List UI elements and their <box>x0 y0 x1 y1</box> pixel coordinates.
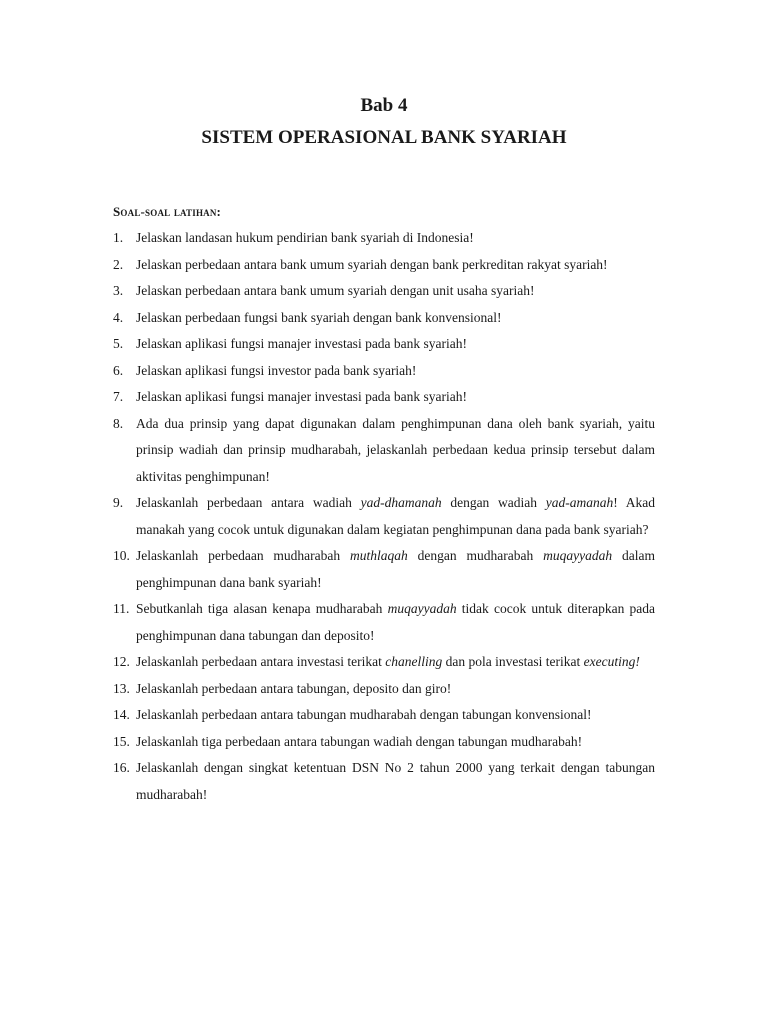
question-text <box>136 654 640 669</box>
question-item <box>113 411 655 491</box>
question-text-segment: Ada dua prinsip yang dapat digunakan dalam penghimpunan dana oleh bank syariah, yaitu prinsip wadiah dan prinsip mudharabah, jelaskanlah perbedaan kedua prinsip tersebut dalam aktivitas penghimpunan! <box>136 415 655 484</box>
question-text-segment: Jelaskan aplikasi fungsi manajer investasi pada bank syariah! <box>136 389 468 404</box>
question-text <box>136 257 608 272</box>
italic-term: muthlaqah <box>350 548 408 563</box>
italic-term: muqayyadah <box>387 601 457 616</box>
italic-term: executing! <box>583 654 640 669</box>
question-text-segment: Sebutkanlah tiga alasan kenapa mudharabah <box>136 601 388 616</box>
question-number: 10. <box>113 548 130 563</box>
section-heading: Soal-soal latihan: <box>113 204 222 219</box>
question-text-segment: Jelaskanlah perbedaan antara tabungan mudharabah dengan tabungan konvensional! <box>136 707 592 722</box>
question-number: 7. <box>113 389 124 404</box>
question-text <box>136 495 655 537</box>
question-item <box>113 331 655 358</box>
question-number: 13. <box>113 680 130 696</box>
page-title: SISTEM OPERASIONAL BANK SYARIAH <box>201 127 567 148</box>
question-number: 4. <box>113 309 124 325</box>
question-item <box>113 490 655 543</box>
question-text <box>136 601 655 643</box>
question-text-segment: dalam penghimpunan dana bank syariah! <box>136 548 655 590</box>
question-number: 3. <box>113 283 124 298</box>
question-number: 11. <box>113 601 130 616</box>
question-text <box>136 363 416 378</box>
question-number: 14. <box>113 707 130 722</box>
question-number: 1. <box>113 230 124 245</box>
question-item <box>113 305 655 332</box>
question-item <box>113 596 655 649</box>
question-text <box>136 336 467 351</box>
question-item <box>113 729 655 756</box>
question-item <box>113 358 655 385</box>
question-item <box>113 676 655 703</box>
question-text-segment: Jelaskanlah dengan singkat ketentuan DSN No 2 tahun 2000 yang terkait dengan tabungan mudharabah! <box>136 760 655 802</box>
question-text-segment: Jelaskan perbedaan antara bank umum syariah dengan unit usaha syariah! <box>136 283 535 298</box>
question-text <box>136 230 474 245</box>
question-item <box>113 543 655 596</box>
question-text-segment: Jelaskanlah perbedaan antara investasi terikat <box>136 654 386 669</box>
question-text-segment: Jelaskanlah perbedaan antara wadiah <box>136 495 361 510</box>
question-text-segment: Jelaskan perbedaan fungsi bank syariah dengan bank konvensional! <box>136 309 502 325</box>
question-item <box>113 702 655 729</box>
question-item <box>113 384 655 411</box>
question-text <box>136 310 502 325</box>
question-list <box>113 225 655 808</box>
question-item <box>113 649 655 676</box>
italic-term: yad-amanah <box>545 495 614 510</box>
question-number: 5. <box>113 336 124 351</box>
question-text-segment: ! Akad manakah yang cocok untuk digunakan dalam kegiatan penghimpunan dana pada bank syariah? <box>136 495 655 537</box>
question-text <box>136 548 655 590</box>
question-number: 15. <box>113 733 130 749</box>
question-number: 6. <box>113 362 124 378</box>
question-item <box>113 252 655 279</box>
italic-term: muqayyadah <box>543 548 613 563</box>
chapter-label: Bab 4 <box>360 95 408 116</box>
question-item <box>113 278 655 305</box>
question-text-segment: Jelaskanlah perbedaan mudharabah <box>136 548 351 563</box>
question-text <box>136 389 467 404</box>
question-text <box>136 760 655 802</box>
question-number: 16. <box>113 760 130 775</box>
italic-term: chanelling <box>385 654 443 669</box>
question-text-segment: Jelaskanlah perbedaan antara tabungan, deposito dan giro! <box>136 680 452 696</box>
question-text-segment: dan pola investasi terikat <box>442 654 584 669</box>
question-number: 9. <box>113 495 124 510</box>
question-text-segment: Jelaskanlah tiga perbedaan antara tabungan wadiah dengan tabungan mudharabah! <box>136 733 583 749</box>
question-item <box>113 755 655 808</box>
question-text-segment: Jelaskan landasan hukum pendirian bank syariah di Indonesia! <box>136 230 474 245</box>
question-text <box>136 416 655 484</box>
question-text <box>136 734 582 749</box>
question-text <box>136 707 591 722</box>
question-number: 2. <box>113 256 124 272</box>
question-text-segment: dengan mudharabah <box>407 548 544 563</box>
question-text <box>136 283 534 298</box>
question-text-segment: dengan wadiah <box>441 495 546 510</box>
question-text-segment: Jelaskan aplikasi fungsi manajer investasi pada bank syariah! <box>136 336 468 351</box>
question-text-segment: Jelaskan perbedaan antara bank umum syariah dengan bank perkreditan rakyat syariah! <box>136 256 608 272</box>
question-number: 8. <box>113 415 124 431</box>
question-text <box>136 681 451 696</box>
question-number: 12. <box>113 654 130 669</box>
question-text-segment: Jelaskan aplikasi fungsi investor pada bank syariah! <box>136 362 417 378</box>
question-item <box>113 225 655 252</box>
question-text-segment: tidak cocok untuk diterapkan pada penghimpunan dana tabungan dan deposito! <box>136 601 655 643</box>
italic-term: yad-dhamanah <box>360 495 442 510</box>
